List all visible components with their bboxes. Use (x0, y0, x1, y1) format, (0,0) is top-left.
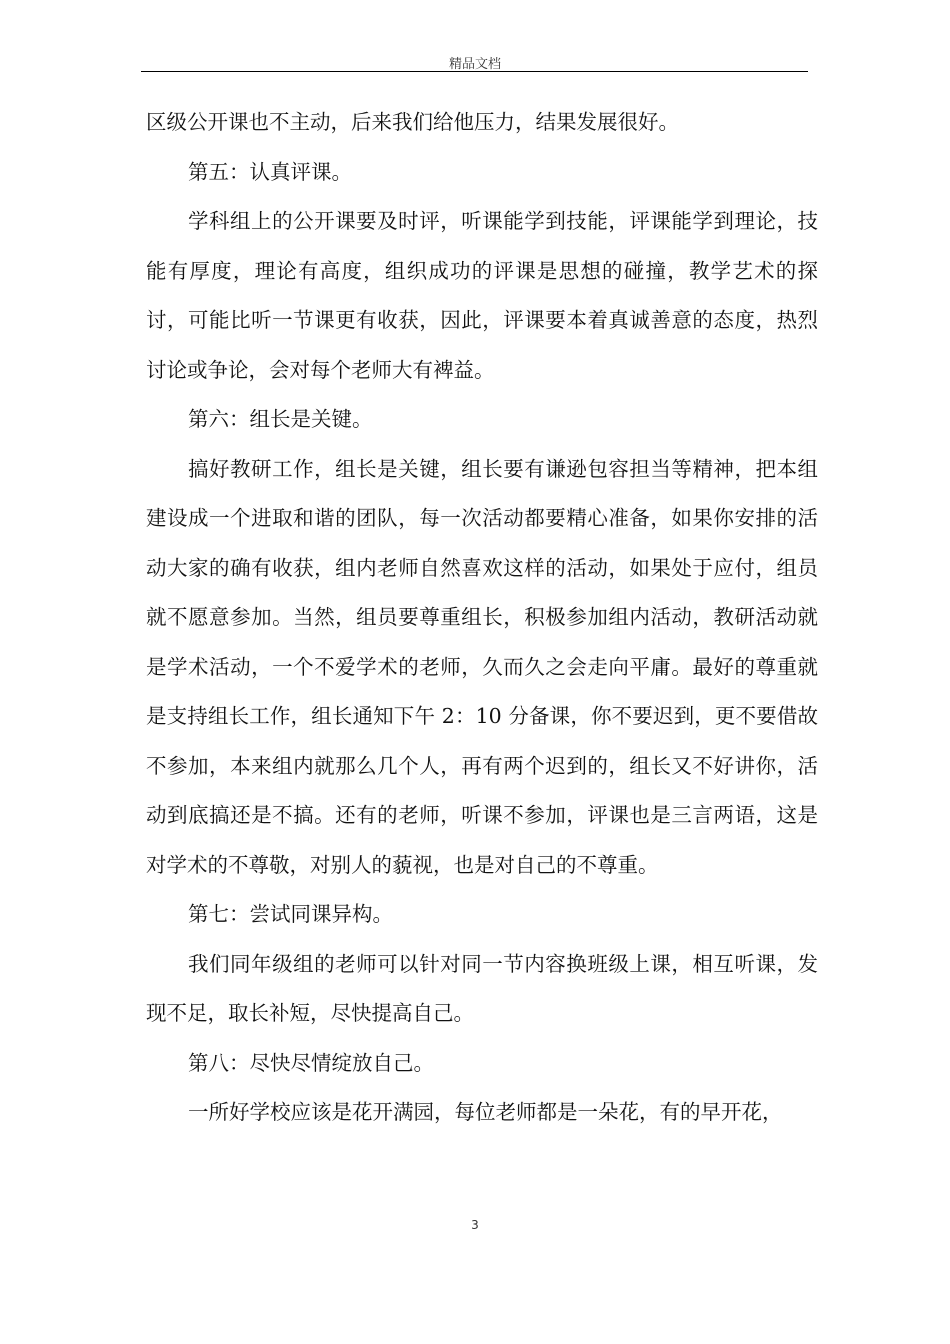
page-number: 3 (471, 1218, 479, 1232)
section-heading: 第五：认真评课。 (188, 159, 352, 184)
document-body (146, 98, 818, 1138)
section-heading: 第七：尝试同课异构。 (188, 902, 393, 926)
paragraph: 我们同年级组的老师可以针对同一节内容换班级上课，相互听课，发现不足，取长补短，尽快提高自己。 (146, 951, 818, 1025)
paragraph: 搞好教研工作，组长是关键，组长要有谦逊包容担当等精神，把本组建设成一个进取和谐的团队，每一次活动都要精心准备，如果你安排的活动大家的确有收获，组内老师自然喜欢这样的活动，如果处于应付，组员就不愿意参加。当然，组员要尊重组长，积极参加组内活动，教研活动就是学术活动，一个不爱学术的老师，久而久之会走向平庸。最好的尊重就是支持组长工作，组长通知下午 2：10 分备课，你不要迟到，更不要借故不参加，本来组内就那么几个人，再有两个迟到的，组长又不好讲你，活动到底搞还是不搞。还有的老师，听课不参加，评课也是三言两语，这是对学术的不尊敬，对别人的藐视，也是对自己的不尊重。 (146, 456, 818, 877)
page-header-title: 精品文档 (448, 57, 501, 72)
section-heading: 第六：组长是关键。 (188, 407, 373, 431)
paragraph: 一所好学校应该是花开满园，每位老师都是一朵花，有的早开花， (188, 1100, 783, 1124)
paragraph: 区级公开课也不主动，后来我们给他压力，结果发展很好。 (146, 110, 679, 134)
paragraph: 学科组上的公开课要及时评，听课能学到技能，评课能学到理论，技能有厚度，理论有高度，组织成功的评课是思想的碰撞，教学艺术的探讨，可能比听一节课更有收获，因此，评课要本着真诚善意的态度，热烈讨论或争论，会对每个老师大有裨益。 (146, 209, 818, 382)
header-divider (141, 71, 808, 72)
section-heading: 第八：尽快尽情绽放自己。 (188, 1050, 434, 1075)
